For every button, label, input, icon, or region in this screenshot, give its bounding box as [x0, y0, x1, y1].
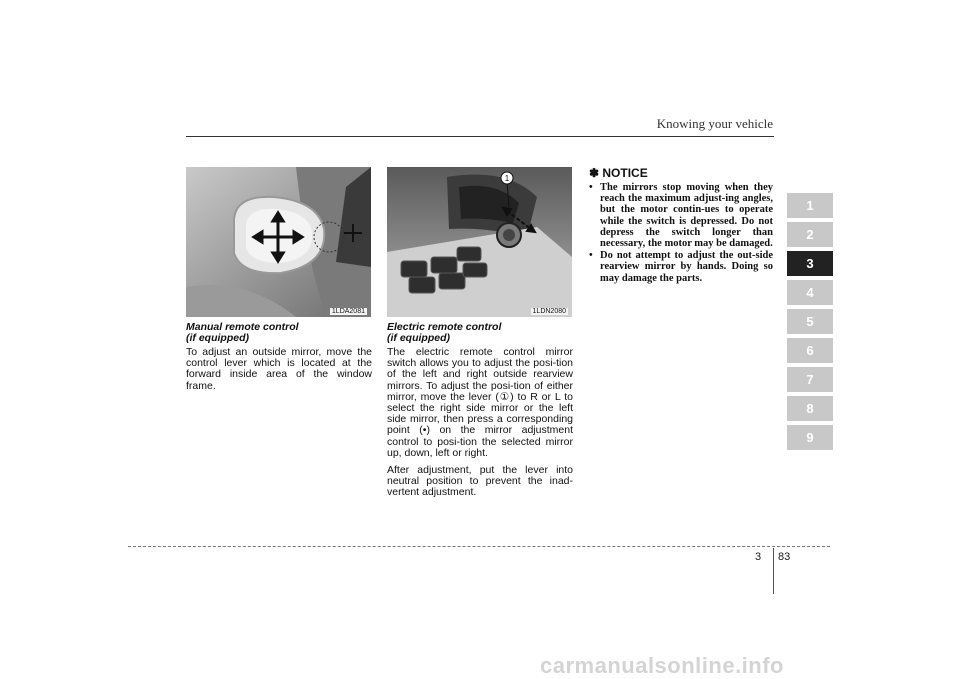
manual-mirror-illustration — [186, 167, 371, 317]
chapter-tab-6[interactable]: 6 — [787, 338, 833, 363]
paragraph: The electric remote control mirror switch allows you to adjust the posi-tion of the left and right outside rearview mirrors. To adjust the posi-tion of either mirror, move the lever (①) to R or L to select the right side mirror or the left side mirror, then press a corresponding point (•) on the mirror adjustment control to posi-tion the selected mirror up, down, left or right. — [387, 346, 573, 459]
figure-code: 1LDN2080 — [532, 308, 566, 315]
notice-title: ✽ NOTICE — [589, 166, 648, 180]
chapter-tab-2[interactable]: 2 — [787, 222, 833, 247]
chapter-tab-5[interactable]: 5 — [787, 309, 833, 334]
paragraph: After adjustment, put the lever into neutral position to prevent the inad-vertent adjustment. — [387, 464, 573, 499]
electric-body — [387, 347, 573, 505]
chapter-tab-9[interactable]: 9 — [787, 425, 833, 450]
header-divider — [186, 136, 774, 137]
chapter-tab-8[interactable]: 8 — [787, 396, 833, 421]
notice-item: • Do not attempt to adjust the out-side rearview mirror by hands. Doing so may damage the parts. — [589, 250, 773, 284]
paragraph: To adjust an outside mirror, move the control lever which is located at the forward inside area of the window frame. — [186, 346, 372, 392]
chapter-number: 3 — [755, 551, 762, 563]
chapter-tab-4[interactable]: 4 — [787, 280, 833, 305]
footer-divider — [128, 546, 830, 547]
watermark: carmanualsonline.info — [540, 653, 784, 678]
figure-code: 1LDA2081 — [331, 308, 365, 315]
caption-line: Electric remote control — [387, 321, 502, 333]
chapter-tab-3[interactable]: 3 — [787, 251, 833, 276]
electric-switch-illustration — [387, 167, 572, 317]
callout-number: 1 — [504, 174, 510, 183]
manual-mirror-figure — [186, 167, 371, 317]
footer-separator — [773, 548, 774, 594]
notice-list — [589, 182, 773, 285]
manual-caption — [186, 322, 299, 344]
manual-body — [186, 347, 372, 398]
caption-line: (if equipped) — [387, 332, 450, 344]
electric-caption — [387, 322, 501, 344]
electric-switch-figure — [387, 167, 572, 317]
chapter-tab-7[interactable]: 7 — [787, 367, 833, 392]
chapter-tab-1[interactable]: 1 — [787, 193, 833, 218]
caption-line: (if equipped) — [186, 332, 249, 344]
caption-line: Manual remote control — [186, 321, 299, 333]
section-title: Knowing your vehicle — [656, 116, 773, 131]
chapter-tabs — [787, 193, 833, 454]
page-number: 83 — [778, 551, 791, 563]
notice-item: • The mirrors stop moving when they reach the maximum adjust-ing angles, but the motor contin-ues to operate while the switch is depressed. Do not depress the switch longer than necessary, the motor may be damaged. — [589, 182, 773, 249]
